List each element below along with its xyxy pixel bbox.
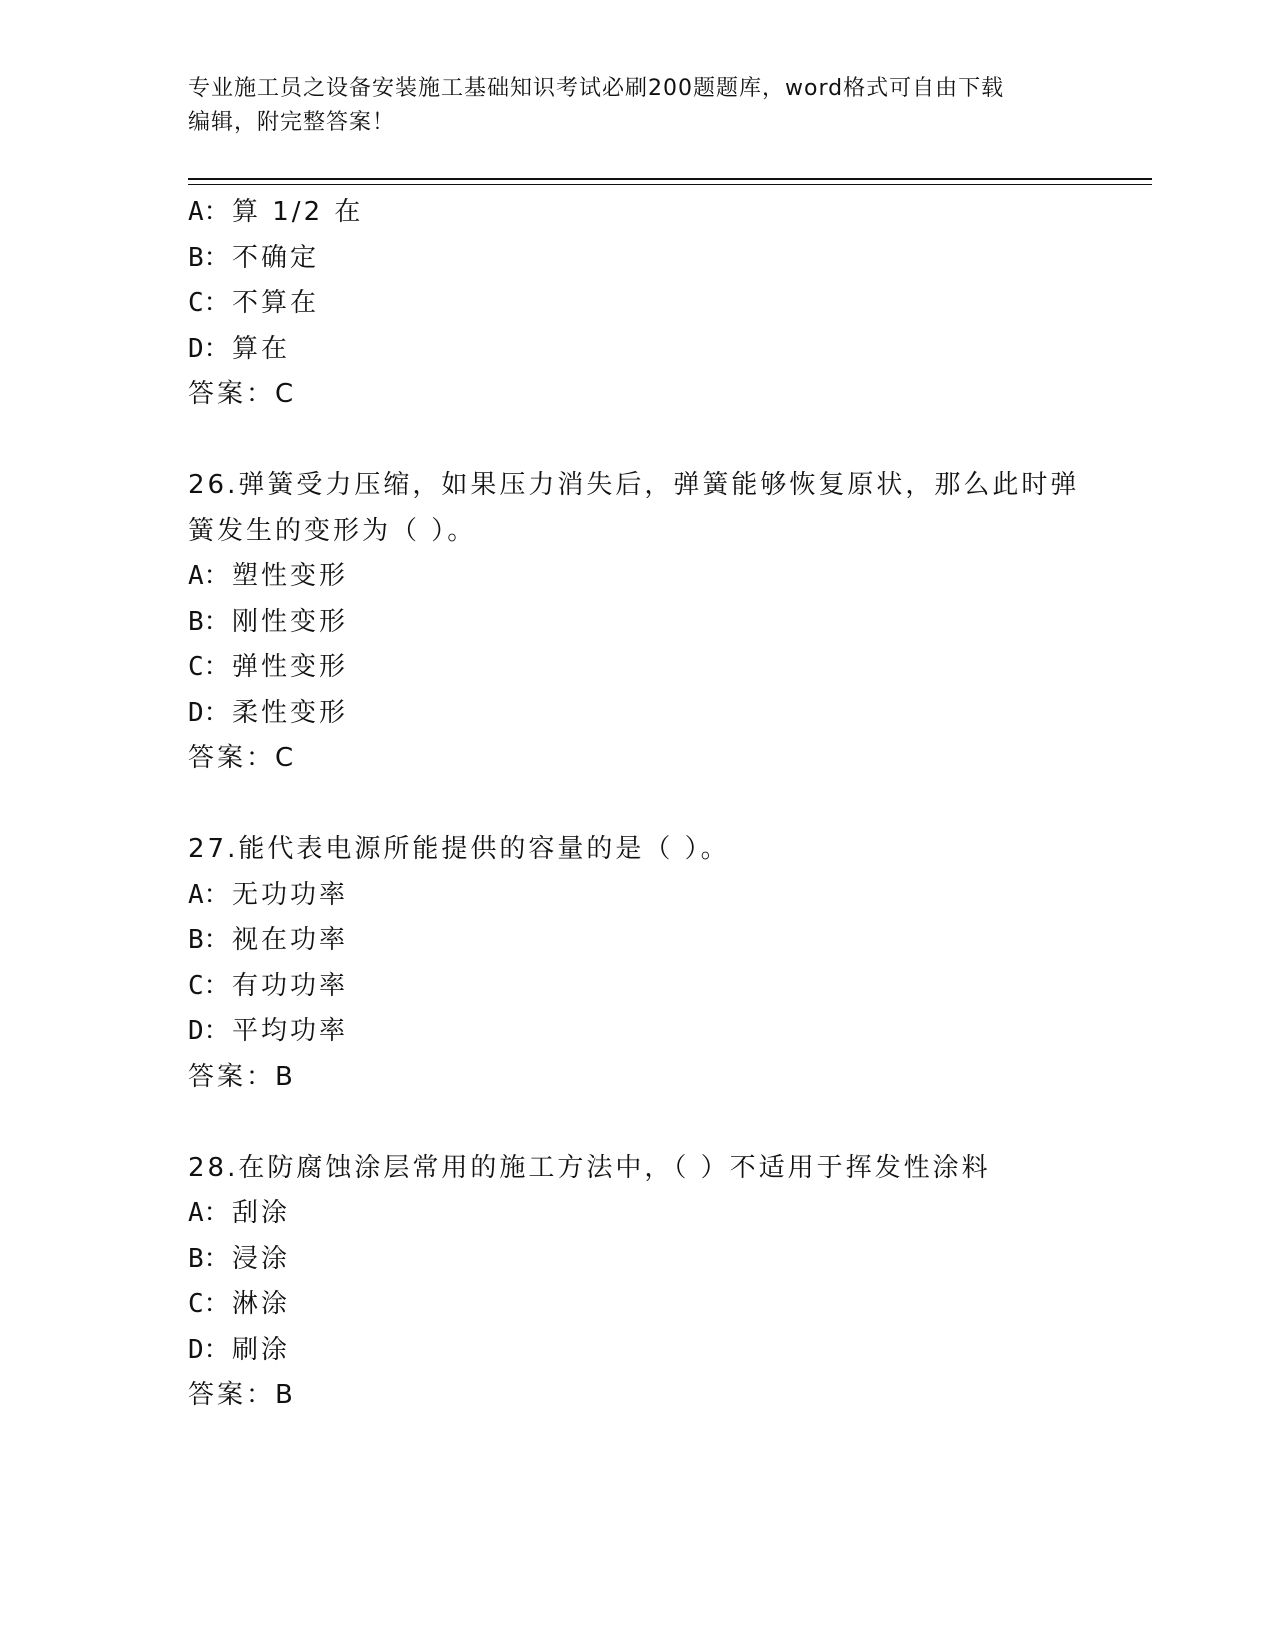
option-text: 不确定 (232, 242, 320, 273)
option-a (188, 554, 1108, 600)
option-key: C： (188, 652, 230, 682)
option-text: 淋涂 (232, 1289, 291, 1319)
question-stem: 26.弹簧受力压缩，如果压力消失后，弹簧能够恢复原状，那么此时弹 (188, 470, 1080, 500)
option-key: A： (188, 561, 230, 591)
question-28 (188, 1146, 1108, 1419)
spacer (188, 1100, 1108, 1146)
option-text: 不算在 (232, 288, 320, 318)
option-text: 平均功率 (232, 1016, 349, 1046)
option-a (188, 1191, 1108, 1237)
option-key: B： (188, 242, 230, 273)
option-key: D： (188, 1016, 230, 1046)
answer-line: 答案：B (188, 1061, 296, 1092)
spacer (188, 418, 1108, 464)
option-text: 塑性变形 (232, 561, 349, 591)
option-c (188, 645, 1108, 691)
option-c (188, 1282, 1108, 1328)
option-text: 无功功率 (232, 879, 349, 910)
answer-line: 答案：C (188, 379, 297, 409)
header-divider-thin (188, 184, 1152, 185)
option-b (188, 236, 1108, 282)
header-title-line2: 编辑，附完整答案！ (188, 110, 396, 135)
option-a (188, 873, 1108, 919)
option-b (188, 918, 1108, 964)
option-key: A： (188, 1198, 230, 1228)
option-key: C： (188, 288, 230, 318)
option-text: 刷涂 (232, 1334, 291, 1365)
option-text: 弹性变形 (232, 652, 349, 682)
option-text: 柔性变形 (232, 697, 349, 728)
question-stem: 28.在防腐蚀涂层常用的施工方法中，（ ）不适用于挥发性涂料 (188, 1152, 991, 1183)
option-d (188, 327, 1108, 373)
header-divider-thick (188, 178, 1152, 180)
question-stem-continued: 簧发生的变形为（ ）。 (188, 515, 477, 546)
spacer (188, 782, 1108, 828)
document-header (188, 72, 1088, 140)
option-text: 算 1/2 在 (232, 197, 364, 227)
option-d (188, 1009, 1108, 1055)
option-key: C： (188, 970, 230, 1001)
option-text: 算在 (232, 333, 291, 364)
option-c (188, 281, 1108, 327)
option-text: 有功功率 (232, 970, 349, 1001)
question-27 (188, 827, 1108, 1100)
question-stem: 27.能代表电源所能提供的容量的是（ ）。 (188, 834, 730, 864)
option-key: A： (188, 197, 230, 227)
question-26 (188, 463, 1108, 782)
option-c (188, 964, 1108, 1010)
option-key: D： (188, 1334, 230, 1365)
option-text: 浸涂 (232, 1243, 291, 1274)
option-key: B： (188, 606, 230, 637)
option-text: 视在功率 (232, 925, 349, 955)
answer-line: 答案：C (188, 743, 297, 773)
option-b (188, 1237, 1108, 1283)
option-key: D： (188, 333, 230, 364)
option-text: 刚性变形 (232, 606, 349, 637)
option-b (188, 600, 1108, 646)
option-key: B： (188, 1243, 230, 1274)
option-a (188, 190, 1108, 236)
option-key: A： (188, 879, 230, 910)
option-text: 刮涂 (232, 1198, 291, 1228)
option-d (188, 1328, 1108, 1374)
answer-line: 答案：B (188, 1380, 296, 1410)
option-key: D： (188, 697, 230, 728)
question-25 (188, 190, 1108, 418)
header-title-line1: 专业施工员之设备安装施工基础知识考试必刷200题题库，word格式可自由下载 (188, 76, 1005, 101)
option-key: B： (188, 925, 230, 955)
question-list (188, 190, 1108, 1419)
option-key: C： (188, 1289, 230, 1319)
option-d (188, 691, 1108, 737)
